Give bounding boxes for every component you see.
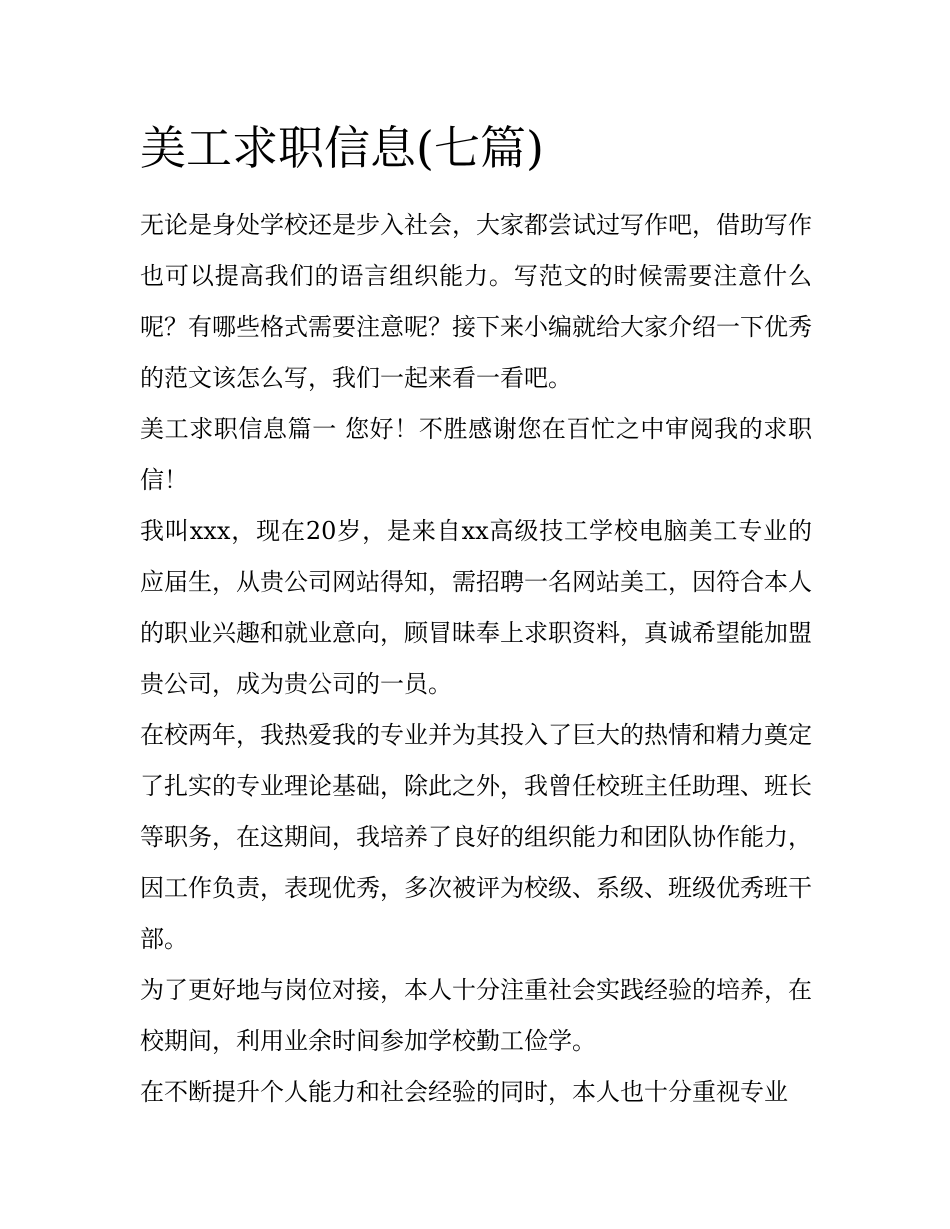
document-title: 美工求职信息(七篇): [140, 121, 544, 175]
paragraph-school-experience: 在校两年，我热爱我的专业并为其投入了巨大的热情和精力奠定了扎实的专业理论基础，除此之外，我曾任校班主任助理、班长等职务，在这期间，我培养了良好的组织能力和团队协作能力，因工作负责，表现优秀，多次被评为校级、系级、班级优秀班干部。: [140, 721, 812, 953]
paragraph-social-practice: 为了更好地与岗位对接，本人十分注重社会实践经验的培养，在校期间，利用业余时间参加学校勤工俭学。: [140, 976, 812, 1055]
paragraph-greeting: 美工求职信息篇一 您好！不胜感谢您在百忙之中审阅我的求职信！: [140, 415, 812, 494]
paragraph-intro: 无论是身处学校还是步入社会，大家都尝试过写作吧，借助写作也可以提高我们的语言组织能力。写范文的时候需要注意什么呢？有哪些格式需要注意呢？接下来小编就给大家介绍一下优秀的范文该怎么写，我们一起来看一看吧。: [140, 211, 812, 392]
paragraph-continued: 在不断提升个人能力和社会经验的同时，本人也十分重视专业: [140, 1078, 788, 1106]
document-body: [140, 200, 812, 1118]
paragraph-self-introduction: 我叫xxx，现在20岁，是来自xx高级技工学校电脑美工专业的应届生，从贵公司网站得知，需招聘一名网站美工，因符合本人的职业兴趣和就业意向，顾冒昧奉上求职资料，真诚希望能加盟贵公司，成为贵公司的一员。: [140, 517, 812, 698]
